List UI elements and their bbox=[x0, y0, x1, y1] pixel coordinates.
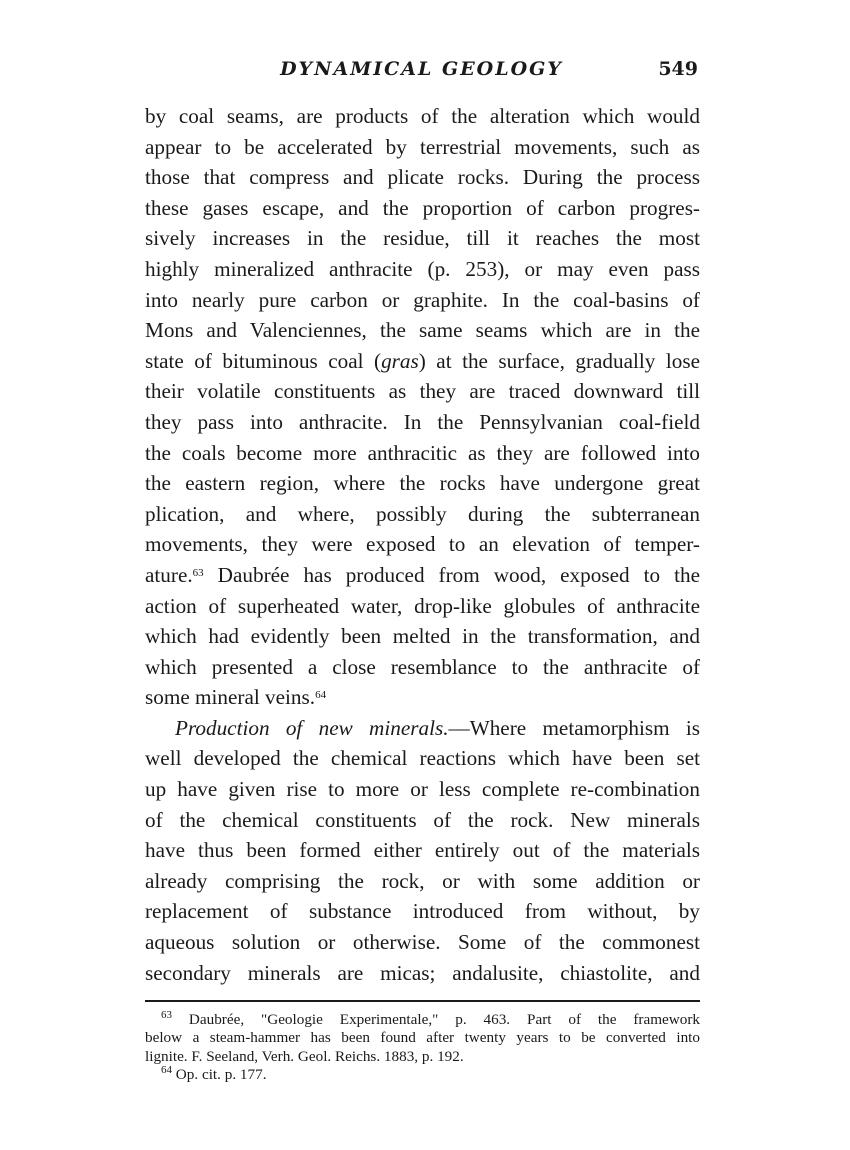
body-line: highly mineralized anthracite (p. 253), or may even pass bbox=[145, 256, 700, 281]
body-line: plication, and where, possibly during the subterranean bbox=[145, 501, 700, 526]
body-line: these gases escape, and the proportion of carbon progres- bbox=[145, 195, 700, 220]
body-line: secondary minerals are micas; andalusite, chiastolite, and bbox=[145, 960, 700, 985]
body-line: by coal seams, are products of the alteration which would bbox=[145, 104, 700, 128]
body-line: of the chemical constituents of the rock. New minerals bbox=[145, 807, 700, 832]
body-line: some mineral veins.$^{64}$ bbox=[145, 685, 327, 710]
body-line: action of superheated water, drop-like globules of anthracite bbox=[145, 593, 700, 618]
body-line: well developed the chemical reactions which have been set bbox=[145, 746, 700, 771]
body-line: appear to be accelerated by terrestrial movements, such as bbox=[145, 134, 700, 159]
body-text bbox=[145, 101, 700, 988]
body-line: those that compress and plicate rocks. During the process bbox=[145, 165, 700, 190]
body-line: the coals become more anthracitic as they are followed into bbox=[145, 440, 700, 465]
running-title: DYNAMICAL GEOLOGY bbox=[280, 58, 563, 80]
body-line: sively increases in the residue, till it reaches the most bbox=[145, 226, 700, 251]
body-line: already comprising the rock, or with some addition or bbox=[145, 868, 700, 893]
body-line: ature.$^{63}$ Daubrée has produced from wood, exposed to the bbox=[145, 562, 700, 587]
body-line: their volatile constituents as they are traced downward till bbox=[145, 379, 700, 404]
body-line: which presented a close resemblance to the anthracite of bbox=[145, 654, 700, 679]
footnote-line: lignite. F. Seeland, Verh. Geol. Reichs. 1883, p. 192. bbox=[145, 1047, 464, 1065]
body-line: have thus been formed either entirely out of the materials bbox=[145, 838, 700, 863]
body-line: they pass into anthracite. In the Pennsylvanian coal-field bbox=[145, 409, 700, 434]
body-line: the eastern region, where the rocks have undergone great bbox=[145, 471, 700, 496]
body-line: replacement of substance introduced from without, by bbox=[145, 899, 700, 924]
body-line: into nearly pure carbon or graphite. In the coal-basins of bbox=[145, 287, 700, 312]
body-line: Production of new minerals.—Where metamorphism is bbox=[175, 715, 700, 740]
footnote-divider bbox=[145, 1000, 700, 1002]
body-line: state of bituminous coal (gras) at the surface, gradually lose bbox=[145, 348, 700, 373]
body-line: movements, they were exposed to an elevation of temper- bbox=[145, 532, 700, 557]
footnote-line: below a steam-hammer has been found after twenty years to be converted into bbox=[145, 1029, 700, 1047]
body-line: up have given rise to more or less complete re-combination bbox=[145, 777, 700, 802]
running-header bbox=[145, 58, 698, 86]
page-number: 549 bbox=[658, 58, 698, 80]
footnotes bbox=[145, 1011, 700, 1084]
body-line: which had evidently been melted in the transformation, and bbox=[145, 624, 700, 649]
footnote-line: $^{63}$ Daubrée, "Geologie Experimentale," p. 463. Part of the framework bbox=[161, 1011, 700, 1028]
body-line: aqueous solution or otherwise. Some of the commonest bbox=[145, 930, 700, 955]
footnote-line: $^{64}$ Op. cit. p. 177. bbox=[161, 1065, 267, 1083]
body-line: Mons and Valenciennes, the same seams which are in the bbox=[145, 318, 700, 343]
